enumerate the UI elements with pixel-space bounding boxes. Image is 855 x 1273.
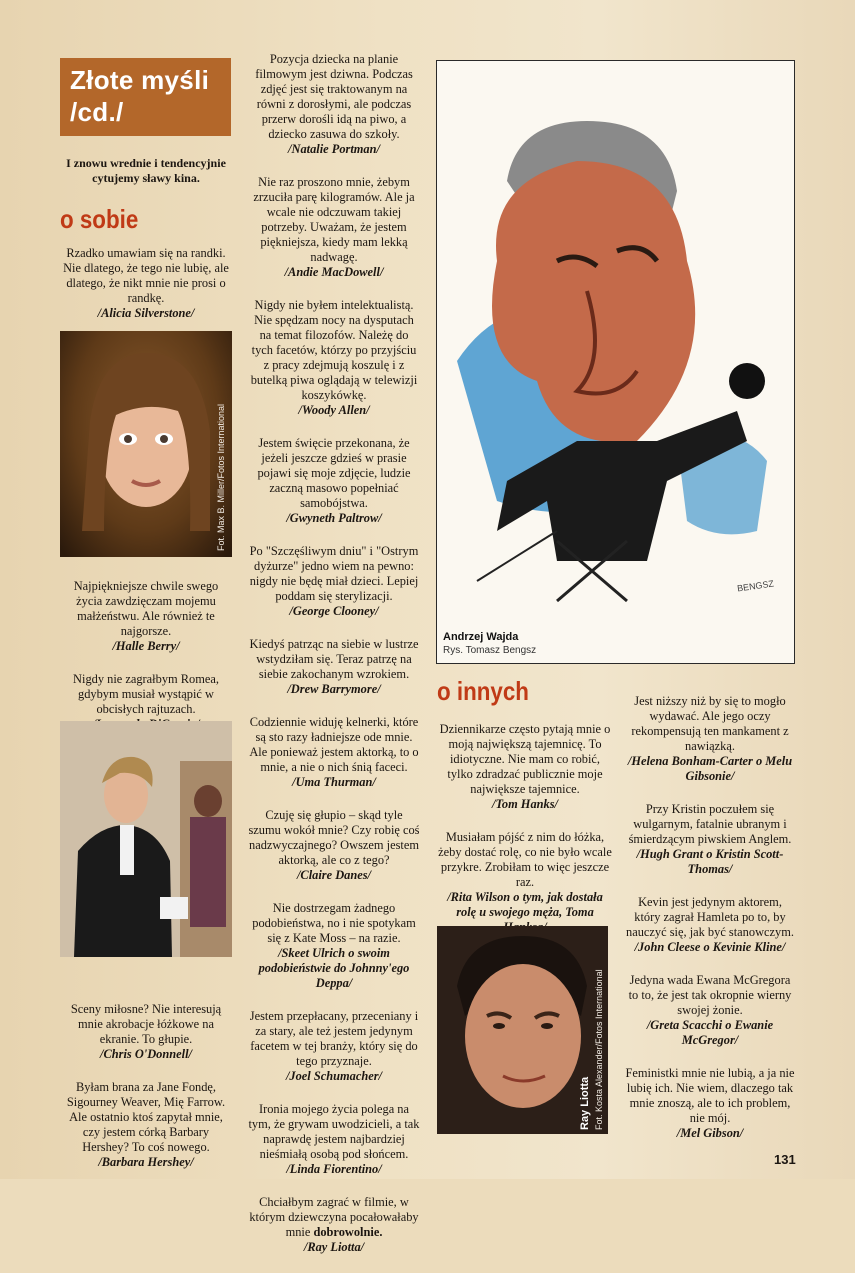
section-heading-o-sobie: o sobie (60, 204, 139, 234)
intro-text: I znowu wrednie i tendencyjnie cytujemy sławy kina. (66, 156, 226, 185)
portrait-illustration (60, 331, 232, 557)
quote-text: Jest niższy niż by się to mogło wydawać. Ale jego oczy rekompensują ten mankament z nawiązką. (631, 694, 789, 753)
quote-block (248, 808, 420, 883)
quote-text: Jestem święcie przekonana, że jeżeli jeszcze gdzieś w prasie pojawi się moje zdjęcie, ludzie zaczną masowo popełniać samobójstwa. (257, 436, 411, 510)
quote-block (60, 1080, 232, 1170)
quote-text: Po "Szczęśliwym dniu" i "Ostrym dyżurze" jedno wiem na pewno: nigdy nie będę miał dzieci. Lepiej poddam się sterylizacji. (249, 544, 419, 603)
quote-text: Feministki mnie nie lubią, a ja nie lubię ich. Nie wiem, dlaczego tak mnie znoszą, ale to ich problem, nie mój. (625, 1066, 795, 1125)
quote-author: /Andie MacDowell/ (284, 265, 384, 279)
quote-block (60, 1002, 232, 1062)
quote-block (248, 175, 420, 280)
quote-block (248, 1009, 420, 1084)
quote-block (60, 579, 232, 654)
quote-text: Nigdy nie zagrałbym Romea, gdybym musiał wystąpić w obcisłych rajtuzach. (73, 672, 219, 716)
quote-text: Musiałam pójść z nim do łóżka, żeby dostać rolę, co nie było wcale przykre. Zrobiłam to więc jeszcze raz. (438, 830, 612, 889)
quote-text-main: Chciałbym zagrać w filmie, w którym dziewczyna pocałowałaby mnie (249, 1195, 419, 1239)
quote-text: Kevin jest jedynym aktorem, który zagrał Hamleta po to, by nauczyć się, jak być stanowczym. (626, 895, 794, 939)
quote-text: Nigdy nie byłem intelektualistą. Nie spędzam nocy na dysputach na temat filozofów. Należę do tych facetów, którzy po przyjściu z pracy zdejmują koszulę i z butelką piwa oglądają w telewizji koszykówkę. (250, 298, 418, 402)
page-number: 131 (774, 1152, 796, 1167)
quote-block (624, 802, 796, 877)
quote-author: /Joel Schumacher/ (285, 1069, 383, 1083)
quote-text: Dziennikarze często pytają mnie o moją największą tajemnicę. To idiotyczne. Nie mam co robić, tylko zdradzać publicznie moje największe tajemnice. (439, 722, 611, 796)
quote-block (248, 298, 420, 418)
quote-author: /Alicia Silverstone/ (97, 306, 195, 320)
quote-author: /Ray Liotta/ (303, 1240, 365, 1254)
quote-block (248, 715, 420, 790)
quote-author: /Linda Fiorentino/ (286, 1162, 382, 1176)
quote-author: /Rita Wilson o tym, jak dostała rolę u swojego męża, Toma (447, 890, 603, 919)
quote-author: /Chris O'Donnell/ (100, 1047, 192, 1061)
caricature-caption-title: Andrzej Wajda (443, 631, 519, 643)
quote-block (248, 1195, 420, 1255)
quote-block (437, 830, 613, 935)
column-1 (60, 156, 232, 1188)
quote-author: /Skeet Ulrich o swoim podobieństwie do Johnny'ego Deppa/ (258, 946, 410, 990)
quote-author: /Uma Thurman/ (292, 775, 376, 789)
section-heading-o-innych: o innych (437, 676, 529, 706)
quote-block (60, 246, 232, 321)
quote-author: /George Clooney/ (289, 604, 379, 618)
quote-author: /Barbara Hershey/ (98, 1155, 194, 1169)
caricature-andrzej-wajda (436, 60, 795, 664)
photo-credit: Fot. Kosta Alexander/Fotos International (594, 969, 604, 1130)
quote-text: Codziennie widuję kelnerki, które są sto razy ładniejsze ode mnie. Ale ponieważ jestem aktorką, to o mnie, a nie o nich śnią faceci. (249, 715, 419, 774)
quote-block (248, 1102, 420, 1177)
quote-author: /Claire Danes/ (296, 868, 371, 882)
quote-author: /Hugh Grant o Kristin Scott-Thomas/ (636, 847, 784, 876)
quote-block (248, 52, 420, 157)
quote-text: Najpiękniejsze chwile swego życia zawdzięczam mojemu małżeństwu. Ale również te najgorsze. (73, 579, 219, 638)
quote-author: /Drew Barrymore/ (287, 682, 381, 696)
quote-block (248, 436, 420, 526)
quote-block (624, 895, 796, 955)
caricature-illustration (437, 61, 795, 621)
quote-block (624, 1066, 796, 1141)
quote-block (624, 694, 796, 784)
photo-credit: Fot. Max B. Miller/Fotos International (216, 403, 226, 551)
quote-text: Rzadko umawiam się na randki. Nie dlatego, że tego nie lubię, ale dlatego, że nikt mnie nie prosi o randkę. (63, 246, 229, 305)
column-4 (624, 694, 796, 1159)
column-2 (248, 52, 420, 1273)
quote-text: Pozycja dziecka na planie filmowym jest dziwna. Podczas zdjęć jest się traktowanym na równi z dorosłymi, ale podczas przerw dorośli idą na piwo, a dziecko zasuwa do szkoły. (255, 52, 413, 141)
quote-text (248, 1195, 420, 1240)
quote-author: /Natalie Portman/ (288, 142, 380, 156)
quote-text: Nie raz proszono mnie, żebym zrzuciła parę kilogramów. Ale ja wcale nie odczuwam takiej potrzeby. Uważam, że jestem piękniejsza, kiedy mam lekką nadwagę. (253, 175, 415, 264)
quote-block (624, 973, 796, 1048)
column-3 (437, 722, 613, 953)
quote-text: Czuję się głupio – skąd tyle szumu wokół mnie? Czy robię coś nadzwyczajnego? Owszem jestem aktorką, ale co z tego? (248, 808, 420, 867)
quote-text-bold: dobrowolnie. (313, 1225, 383, 1239)
quote-block (248, 544, 420, 619)
quote-text: Jedyna wada Ewana McGregora to to, że jest tak okropnie wierny swojej żonie. (628, 973, 792, 1017)
quote-text: Ironia mojego życia polega na tym, że grywam uwodzicieli, a tak naprawdę jestem najbardziej nieśmiałą osobą pod słońcem. (248, 1102, 420, 1161)
quote-author: /Helena Bonham-Carter o Melu Gibsonie/ (627, 754, 793, 783)
quote-block (248, 637, 420, 697)
quote-author: /Tom Hanks/ (492, 797, 558, 811)
quote-text: Kiedyś patrząc na siebie w lustrze wstydziłam się. Teraz patrzę na siebie zakochanym wzrokiem. (249, 637, 419, 681)
quote-author: /Greta Scacchi o Ewanie McGregor/ (646, 1018, 774, 1047)
photo-caption-name: Ray Liotta (579, 1076, 591, 1130)
quote-author: /Gwyneth Paltrow/ (286, 511, 382, 525)
caricature-caption-credit: Rys. Tomasz Bengsz (443, 645, 537, 656)
portrait-illustration (60, 721, 232, 957)
quote-text: Sceny miłosne? Nie interesują mnie akrobacje łóżkowe na ekranie. To głupie. (70, 1002, 222, 1046)
quote-block (248, 901, 420, 991)
quote-author: /Mel Gibson/ (676, 1126, 744, 1140)
photo-leonardo-dicaprio (60, 721, 232, 957)
photo-ray-liotta (437, 926, 608, 1134)
quote-text: Byłam brana za Jane Fondę, Sigourney Weaver, Mię Farrow. Ale ostatnio ktoś zapytał mnie, czy jestem córką Barbary Hershey? To coś nowego. (66, 1080, 226, 1154)
artist-signature: BENGSZ (736, 578, 775, 594)
quote-text: Jestem przepłacany, przeceniany i za stary, ale też jestem jedynym facetem w tej branży, który się do tego przyznaje. (249, 1009, 419, 1068)
quote-text: Nie dostrzegam żadnego podobieństwa, no i nie spotykam się z Kate Moss – na razie. (252, 901, 416, 945)
quote-author: /Woody Allen/ (298, 403, 370, 417)
quote-author: /John Cleese o Kevinie Kline/ (634, 940, 786, 954)
quote-block (437, 722, 613, 812)
quote-author: /Halle Berry/ (112, 639, 180, 653)
photo-alicia-silverstone (60, 331, 232, 557)
quote-text: Przy Kristin poczułem się wulgarnym, fatalnie ubranym i śmierdzącym piwskiem Anglem. (628, 802, 792, 846)
page-title: Złote myśli /cd./ (60, 58, 231, 136)
